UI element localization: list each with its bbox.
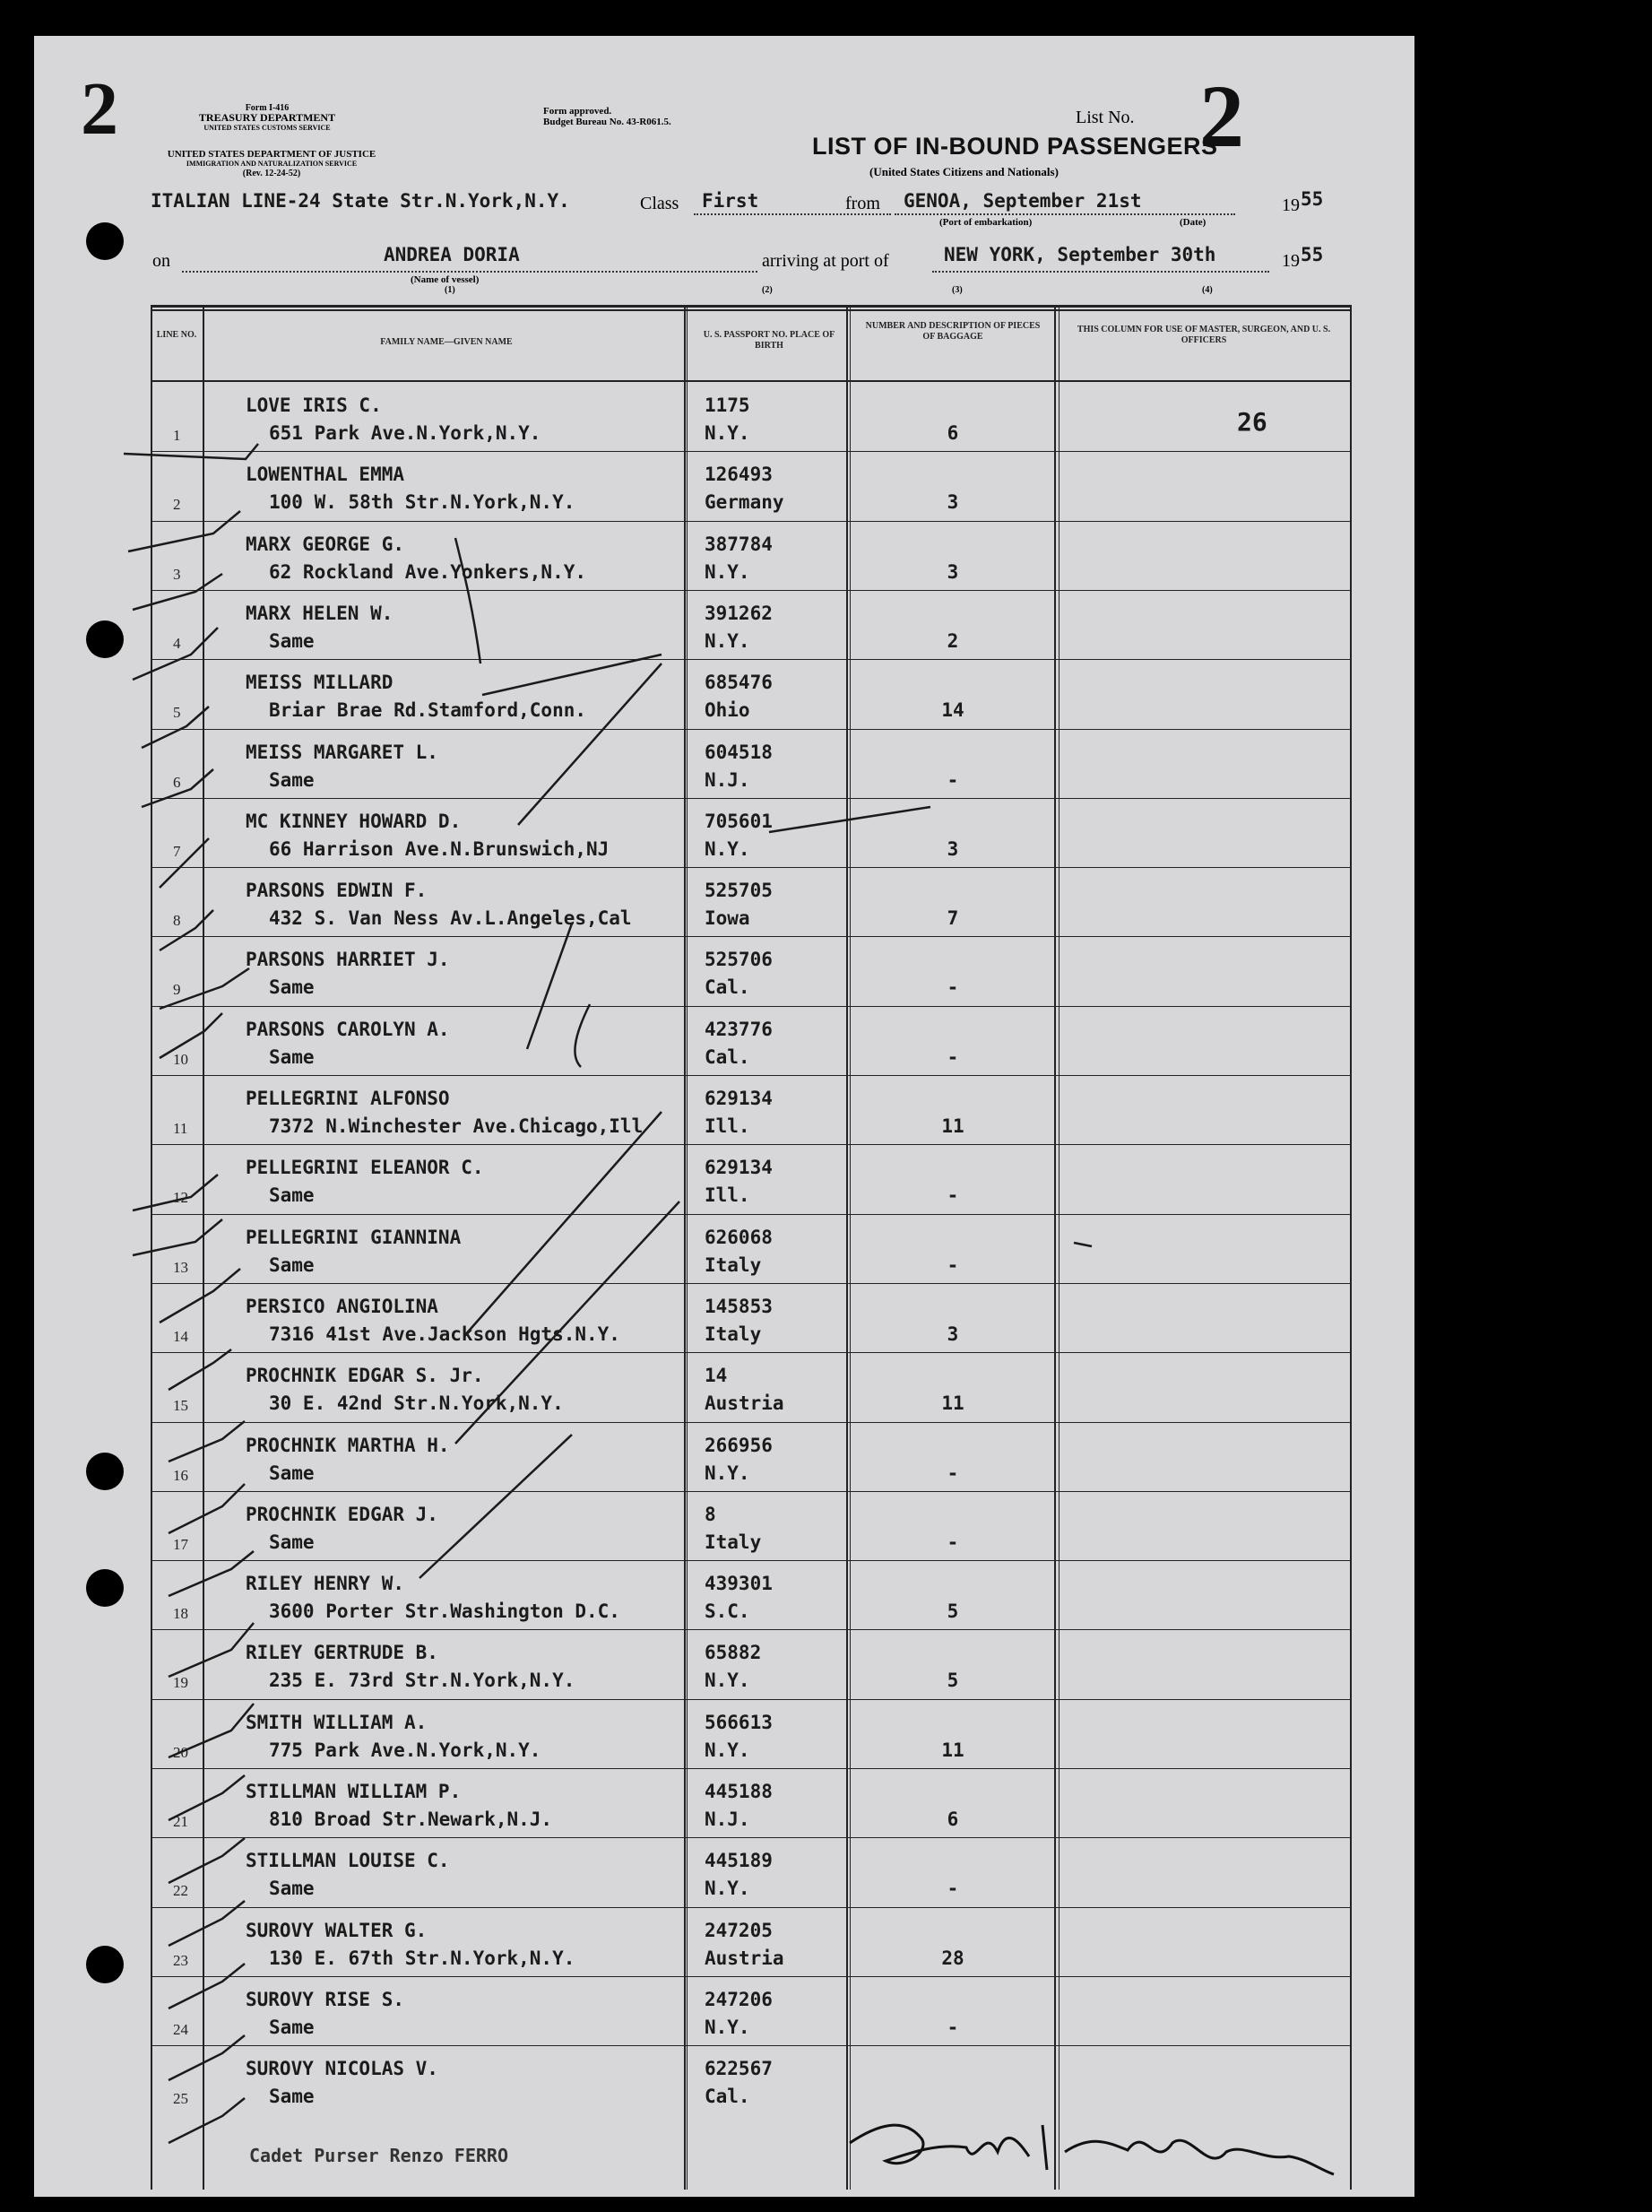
place-of-birth: Austria: [705, 1947, 784, 1969]
passenger-name: PELLEGRINI GIANNINA: [246, 1226, 462, 1248]
place-of-birth: N.Y.: [705, 1670, 750, 1692]
passenger-name: RILEY GERTRUDE B.: [246, 1642, 438, 1664]
row-line-number: 1: [173, 427, 181, 444]
passenger-address: 100 W. 58th Str.N.York,N.Y.: [269, 491, 575, 514]
place-of-birth: N.J.: [705, 768, 750, 791]
baggage-count: 6: [947, 422, 959, 444]
row-line-number: 13: [173, 1258, 188, 1276]
passenger-name: SUROVY RISE S.: [246, 1988, 405, 2010]
place-of-birth: Italy: [705, 1253, 762, 1276]
passport-number: 629134: [705, 1088, 773, 1109]
list-number: 2: [1199, 66, 1244, 166]
form-page: [34, 36, 1414, 2197]
passport-number: 445189: [705, 1850, 773, 1872]
from-label: from: [845, 194, 880, 213]
treasury-dept: TREASURY DEPARTMENT: [198, 111, 336, 124]
passenger-address: 130 E. 67th Str.N.York,N.Y.: [269, 1947, 575, 1969]
baggage-count: 11: [941, 1739, 964, 1761]
baggage-count: -: [947, 2016, 959, 2038]
passenger-address: Same: [269, 1462, 315, 1484]
passenger-address: Same: [269, 1045, 315, 1068]
passenger-name: LOVE IRIS C.: [246, 395, 382, 416]
form-approved: Form approved.: [543, 106, 612, 117]
from-value: GENOA, September 21st: [904, 190, 1142, 212]
passenger-address: 235 E. 73rd Str.N.York,N.Y.: [269, 1670, 575, 1692]
passenger-name: RILEY HENRY W.: [246, 1573, 405, 1595]
passport-number: 604518: [705, 741, 773, 763]
row-line-number: 3: [173, 565, 181, 583]
row-line-number: 14: [173, 1327, 188, 1345]
place-of-birth: N.J.: [705, 1809, 750, 1830]
passenger-address: Same: [269, 1184, 315, 1207]
pencil-checkmarks: [34, 36, 1414, 2197]
passport-number: 65882: [705, 1642, 762, 1664]
passenger-address: 7372 N.Winchester Ave.Chicago,Ill: [269, 1115, 644, 1137]
page-title: LIST OF IN-BOUND PASSENGERS: [812, 133, 1218, 160]
passenger-address: 7316 41st Ave.Jackson Hgts.N.Y.: [269, 1323, 620, 1345]
row-line-number: 25: [173, 2090, 188, 2108]
row-line-number: 6: [173, 773, 181, 791]
customs-service: UNITED STATES CUSTOMS SERVICE: [203, 124, 331, 132]
passenger-name: MARX GEORGE G.: [246, 533, 405, 555]
passenger-name: PROCHNIK EDGAR J.: [246, 1503, 438, 1525]
vessel-name: ANDREA DORIA: [384, 244, 520, 265]
baggage-count: 28: [941, 1947, 964, 1969]
justice-dept: UNITED STATES DEPARTMENT OF JUSTICE: [167, 149, 376, 160]
baggage-count: 11: [941, 1392, 964, 1415]
year2-suffix: 55: [1301, 244, 1324, 265]
row-line-number: 5: [173, 704, 181, 722]
baggage-count: 5: [947, 1600, 959, 1623]
baggage-count: -: [947, 768, 959, 791]
passport-number: 145853: [705, 1295, 773, 1317]
vessel-caption: (Name of vessel): [411, 274, 480, 285]
row-line-number: 7: [173, 842, 181, 860]
baggage-count: -: [947, 1878, 959, 1900]
place-of-birth: N.Y.: [705, 629, 750, 652]
arrival-value: NEW YORK, September 30th: [944, 244, 1216, 265]
baggage-count: 6: [947, 1809, 959, 1830]
row-line-number: 17: [173, 1535, 188, 1553]
passport-number: 247206: [705, 1988, 773, 2010]
passenger-address: Same: [269, 2016, 315, 2038]
list-no-label: List No.: [1076, 108, 1135, 127]
shipping-line: ITALIAN LINE-24 State Str.N.York,N.Y.: [151, 190, 570, 212]
baggage-count: -: [947, 1184, 959, 1207]
passport-number: 126493: [705, 464, 773, 486]
passenger-name: PROCHNIK EDGAR S. Jr.: [246, 1365, 484, 1387]
place-of-birth: N.Y.: [705, 1739, 750, 1761]
on-label: on: [152, 251, 170, 271]
row-line-number: 11: [173, 1120, 188, 1137]
passenger-name: STILLMAN LOUISE C.: [246, 1850, 450, 1872]
col-num-3: (3): [952, 285, 963, 295]
place-of-birth: Cal.: [705, 2086, 750, 2108]
place-of-birth: N.Y.: [705, 422, 750, 444]
passenger-name: MEISS MARGARET L.: [246, 741, 438, 763]
col-num-4: (4): [1202, 285, 1213, 295]
passport-number: 705601: [705, 810, 773, 832]
passenger-address: Same: [269, 768, 315, 791]
date-caption: (Date): [1180, 217, 1207, 228]
passenger-name: PARSONS HARRIET J.: [246, 949, 450, 971]
row-line-number: 16: [173, 1466, 188, 1484]
row-line-number: 24: [173, 2020, 188, 2038]
passenger-address: 66 Harrison Ave.N.Brunswich,NJ: [269, 837, 610, 860]
passport-number: 247205: [705, 1919, 773, 1941]
row-line-number: 21: [173, 1813, 188, 1830]
passport-number: 566613: [705, 1711, 773, 1733]
passport-number: 423776: [705, 1018, 773, 1040]
passenger-address: 432 S. Van Ness Av.L.Angeles,Cal: [269, 907, 632, 930]
year1-suffix: 55: [1301, 188, 1324, 210]
passenger-address: Same: [269, 1253, 315, 1276]
year2-prefix: 19: [1282, 251, 1300, 271]
baggage-count: 14: [941, 699, 964, 722]
budget-bureau: Budget Bureau No. 43-R061.5.: [543, 117, 671, 127]
passenger-address: 3600 Porter Str.Washington D.C.: [269, 1600, 620, 1623]
passenger-name: MEISS MILLARD: [246, 672, 394, 694]
passenger-address: 62 Rockland Ave.Yonkers,N.Y.: [269, 560, 587, 583]
passenger-address: 810 Broad Str.Newark,N.J.: [269, 1809, 553, 1830]
baggage-count: 7: [947, 907, 959, 930]
row-line-number: 19: [173, 1674, 188, 1692]
passport-number: 685476: [705, 672, 773, 694]
passport-number: 622567: [705, 2058, 773, 2080]
baggage-count: 2: [947, 629, 959, 652]
passport-number: 445188: [705, 1781, 773, 1802]
header-line-no: LINE NO.: [156, 330, 197, 340]
place-of-birth: Italy: [705, 1323, 762, 1345]
passenger-name: PERSICO ANGIOLINA: [246, 1295, 438, 1317]
row-line-number: 8: [173, 912, 181, 930]
header-passport: U. S. PASSPORT NO. PLACE OF BIRTH: [703, 330, 835, 351]
place-of-birth: N.Y.: [705, 837, 750, 860]
place-of-birth: Ohio: [705, 699, 750, 722]
baggage-count: -: [947, 1462, 959, 1484]
baggage-count: 3: [947, 491, 959, 514]
baggage-count: 5: [947, 1670, 959, 1692]
baggage-count: -: [947, 976, 959, 999]
baggage-count: 3: [947, 837, 959, 860]
place-of-birth: Austria: [705, 1392, 784, 1415]
page-subtitle: (United States Citizens and Nationals): [869, 165, 1059, 178]
passenger-address: 651 Park Ave.N.York,N.Y.: [269, 422, 541, 444]
row-line-number: 9: [173, 981, 181, 999]
row-line-number: 4: [173, 634, 181, 652]
row-line-number: 15: [173, 1397, 188, 1415]
class-label: Class: [640, 194, 679, 213]
passenger-address: Briar Brae Rd.Stamford,Conn.: [269, 699, 587, 722]
passenger-address: Same: [269, 1878, 315, 1900]
place-of-birth: N.Y.: [705, 1878, 750, 1900]
place-of-birth: Italy: [705, 1531, 762, 1553]
place-of-birth: Cal.: [705, 1045, 750, 1068]
row-line-number: 10: [173, 1050, 188, 1068]
passenger-name: SUROVY WALTER G.: [246, 1919, 428, 1941]
place-of-birth: Iowa: [705, 907, 750, 930]
arriving-label: arriving at port of: [762, 251, 889, 271]
passport-number: 14: [705, 1365, 728, 1387]
passenger-name: SUROVY NICOLAS V.: [246, 2058, 438, 2080]
row-line-number: 18: [173, 1605, 188, 1623]
form-number: Form I-416: [245, 103, 290, 113]
purser-footer: Cadet Purser Renzo FERRO: [249, 2145, 508, 2166]
place-of-birth: Ill.: [705, 1115, 750, 1137]
passport-number: 391262: [705, 602, 773, 624]
row-line-number: 2: [173, 496, 181, 514]
passenger-name: SMITH WILLIAM A.: [246, 1711, 428, 1733]
passenger-address: Same: [269, 2086, 315, 2108]
passenger-name: PARSONS EDWIN F.: [246, 880, 428, 902]
passenger-name: STILLMAN WILLIAM P.: [246, 1781, 462, 1802]
passport-number: 439301: [705, 1573, 773, 1595]
baggage-count: 11: [941, 1115, 964, 1137]
baggage-count: -: [947, 1253, 959, 1276]
passport-number: 266956: [705, 1434, 773, 1456]
place-of-birth: Germany: [705, 491, 784, 514]
place-of-birth: Ill.: [705, 1184, 750, 1207]
revision-date: (Rev. 12-24-52): [242, 169, 301, 178]
passport-number: 626068: [705, 1226, 773, 1248]
passport-number: 525705: [705, 880, 773, 902]
row-line-number: 22: [173, 1882, 188, 1900]
passenger-name: LOWENTHAL EMMA: [246, 464, 405, 486]
passport-number: 525706: [705, 949, 773, 971]
header-name: FAMILY NAME—GIVEN NAME: [380, 337, 513, 347]
place-of-birth: N.Y.: [705, 2016, 750, 2038]
class-value: First: [702, 190, 759, 212]
col-num-2: (2): [762, 285, 773, 295]
passenger-address: 775 Park Ave.N.York,N.Y.: [269, 1739, 541, 1761]
header-officers: THIS COLUMN FOR USE OF MASTER, SURGEON, AND U. S. OFFICERS: [1077, 325, 1331, 345]
passport-number: 1175: [705, 395, 750, 416]
passenger-name: PROCHNIK MARTHA H.: [246, 1434, 450, 1456]
passenger-address: Same: [269, 976, 315, 999]
officer-note: 26: [1237, 407, 1267, 437]
passenger-name: PELLEGRINI ELEANOR C.: [246, 1157, 484, 1179]
passport-number: 629134: [705, 1157, 773, 1179]
passenger-address: 30 E. 42nd Str.N.York,N.Y.: [269, 1392, 564, 1415]
port-caption: (Port of embarkation): [939, 217, 1033, 228]
corner-number: 2: [81, 67, 118, 151]
place-of-birth: N.Y.: [705, 560, 750, 583]
place-of-birth: Cal.: [705, 976, 750, 999]
passport-number: 8: [705, 1503, 716, 1525]
passport-number: 387784: [705, 533, 773, 555]
baggage-count: -: [947, 1531, 959, 1553]
passenger-name: PARSONS CAROLYN A.: [246, 1018, 450, 1040]
place-of-birth: N.Y.: [705, 1462, 750, 1484]
passenger-name: MC KINNEY HOWARD D.: [246, 810, 462, 832]
col-num-1: (1): [445, 285, 455, 295]
passenger-address: Same: [269, 1531, 315, 1553]
row-line-number: 12: [173, 1189, 188, 1207]
header-baggage: NUMBER AND DESCRIPTION OF PIECES OF BAGGAGE: [865, 321, 1041, 342]
ins-service: IMMIGRATION AND NATURALIZATION SERVICE: [186, 160, 358, 168]
baggage-count: -: [947, 1045, 959, 1068]
baggage-count: 3: [947, 560, 959, 583]
row-line-number: 20: [173, 1743, 188, 1761]
row-line-number: 23: [173, 1951, 188, 1969]
passenger-name: PELLEGRINI ALFONSO: [246, 1088, 450, 1109]
baggage-count: 3: [947, 1323, 959, 1345]
year1-prefix: 19: [1282, 195, 1300, 215]
place-of-birth: S.C.: [705, 1600, 750, 1623]
passenger-name: MARX HELEN W.: [246, 602, 394, 624]
passenger-address: Same: [269, 629, 315, 652]
